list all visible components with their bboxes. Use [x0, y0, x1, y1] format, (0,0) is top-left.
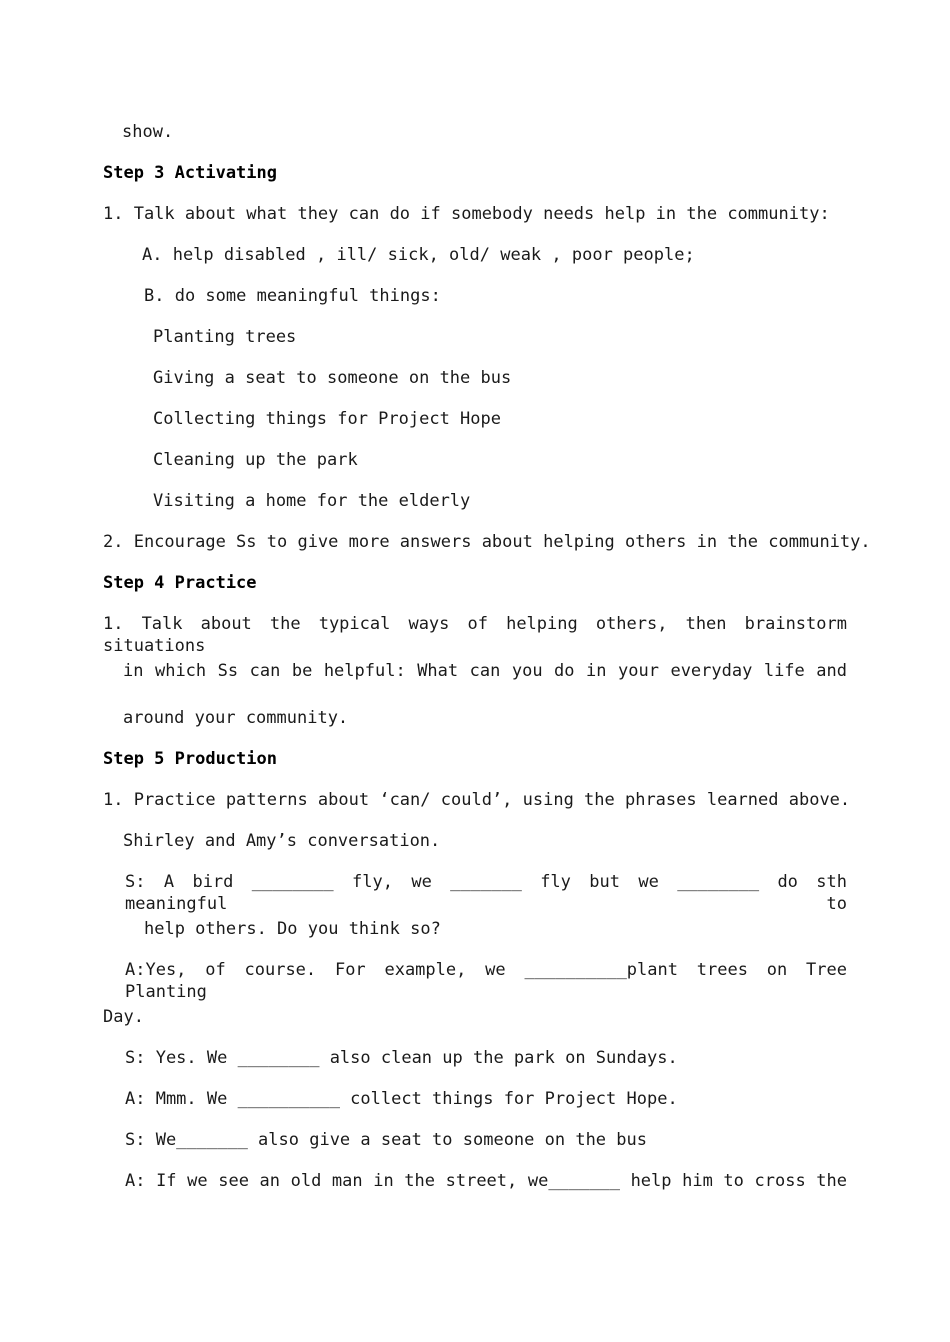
step3-option-b: B. do some meaningful things:: [144, 286, 441, 306]
step4-heading: Step 4 Practice: [103, 573, 257, 593]
dialogue-s1-line1: S: A bird ________ fly, we _______ fly but we ________ do sth meaningful to: [125, 872, 847, 914]
activity-visiting-home: Visiting a home for the elderly: [153, 491, 471, 511]
text-line-show: show.: [122, 122, 174, 142]
dialogue-s1-line2: help others. Do you think so?: [144, 919, 441, 939]
dialogue-a1-line2: Day.: [103, 1007, 144, 1027]
dialogue-a3: A: If we see an old man in the street, we_______ help him to cross the: [125, 1171, 847, 1191]
dialogue-a2: A: Mmm. We __________ collect things for Project Hope.: [125, 1089, 678, 1109]
activity-planting-trees: Planting trees: [153, 327, 297, 347]
step4-item1-line2: in which Ss can be helpful: What can you do in your everyday life and: [123, 661, 847, 681]
step4-item1-line3: around your community.: [123, 708, 349, 728]
step3-heading: Step 3 Activating: [103, 163, 277, 183]
step3-option-a: A. help disabled , ill/ sick, old/ weak , poor people;: [142, 245, 695, 265]
dialogue-s3: S: We_______ also give a seat to someone on the bus: [125, 1130, 647, 1150]
dialogue-s2: S: Yes. We ________ also clean up the park on Sundays.: [125, 1048, 678, 1068]
step3-item1: 1. Talk about what they can do if somebody needs help in the community:: [103, 204, 830, 224]
activity-giving-seat: Giving a seat to someone on the bus: [153, 368, 512, 388]
step5-heading: Step 5 Production: [103, 749, 277, 769]
activity-collecting-things: Collecting things for Project Hope: [153, 409, 501, 429]
step3-item2: 2. Encourage Ss to give more answers about helping others in the community.: [103, 532, 871, 552]
step4-item1-line1: 1. Talk about the typical ways of helping others, then brainstorm situations: [103, 614, 847, 656]
activity-cleaning-park: Cleaning up the park: [153, 450, 358, 470]
conversation-intro: Shirley and Amy’s conversation.: [123, 831, 441, 851]
dialogue-a1-line1: A:Yes, of course. For example, we __________plant trees on Tree Planting: [125, 960, 847, 1002]
step5-item1: 1. Practice patterns about ‘can/ could’, using the phrases learned above.: [103, 790, 851, 810]
